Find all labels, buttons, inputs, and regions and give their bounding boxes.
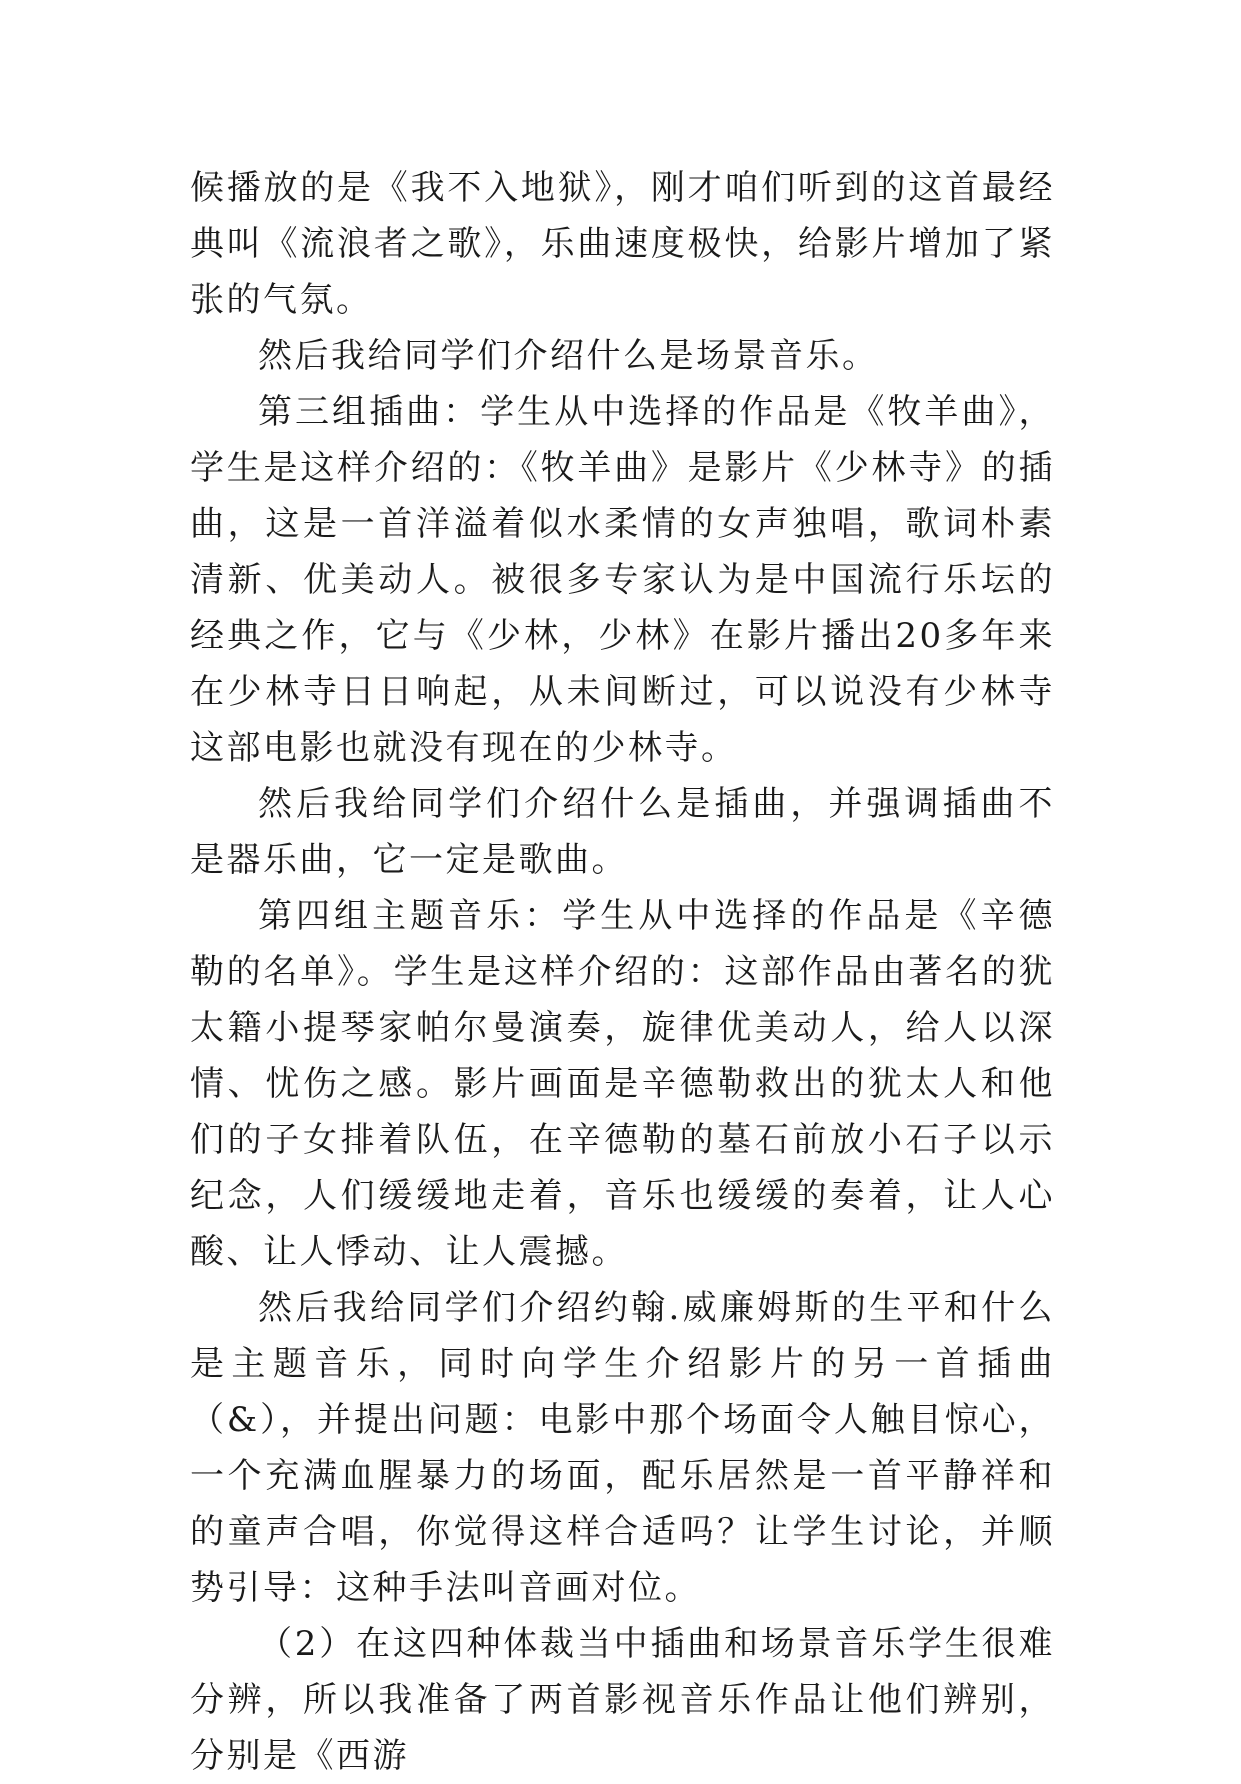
paragraph-5: 第四组主题音乐：学生从中选择的作品是《辛德勒的名单》。学生是这样介绍的：这部作品由著名的犹太籍小提琴家帕尔曼演奏，旋律优美动人，给人以深情、忧伤之感。影片画面是辛德勒救出的犹太人和他们的子女排着队伍，在辛德勒的墓石前放小石子以示纪念，人们缓缓地走着，音乐也缓缓的奏着，让人心酸、让人悸动、让人震撼。 (190, 896, 1055, 1272)
paragraph-1: 候播放的是《我不入地狱》，刚才咱们听到的这首最经典叫《流浪者之歌》，乐曲速度极快，给影片增加了紧张的气氛。 (190, 168, 1055, 320)
paragraph-6: 然后我给同学们介绍约翰.威廉姆斯的生平和什么是主题音乐，同时向学生介绍影片的另一首插曲（&），并提出问题：电影中那个场面令人触目惊心，一个充满血腥暴力的场面，配乐居然是一首平静祥和的童声合唱，你觉得这样合适吗？让学生讨论，并顺势引导：这种手法叫音画对位。 (190, 1288, 1055, 1608)
paragraph-4: 然后我给同学们介绍什么是插曲，并强调插曲不是器乐曲，它一定是歌曲。 (190, 784, 1055, 880)
paragraph-7: （2）在这四种体裁当中插曲和场景音乐学生很难分辨，所以我准备了两首影视音乐作品让他们辨别，分别是《西游 (190, 1624, 1055, 1776)
paragraph-2: 然后我给同学们介绍什么是场景音乐。 (258, 336, 879, 376)
paragraph-3: 第三组插曲：学生从中选择的作品是《牧羊曲》，学生是这样介绍的：《牧羊曲》是影片《少林寺》的插曲，这是一首洋溢着似水柔情的女声独唱，歌词朴素清新、优美动人。被很多专家认为是中国流行乐坛的经典之作，它与《少林，少林》在影片播出20多年来在少林寺日日响起，从未间断过，可以说没有少林寺这部电影也就没有现在的少林寺。 (190, 392, 1055, 768)
document-body (190, 160, 1055, 1784)
